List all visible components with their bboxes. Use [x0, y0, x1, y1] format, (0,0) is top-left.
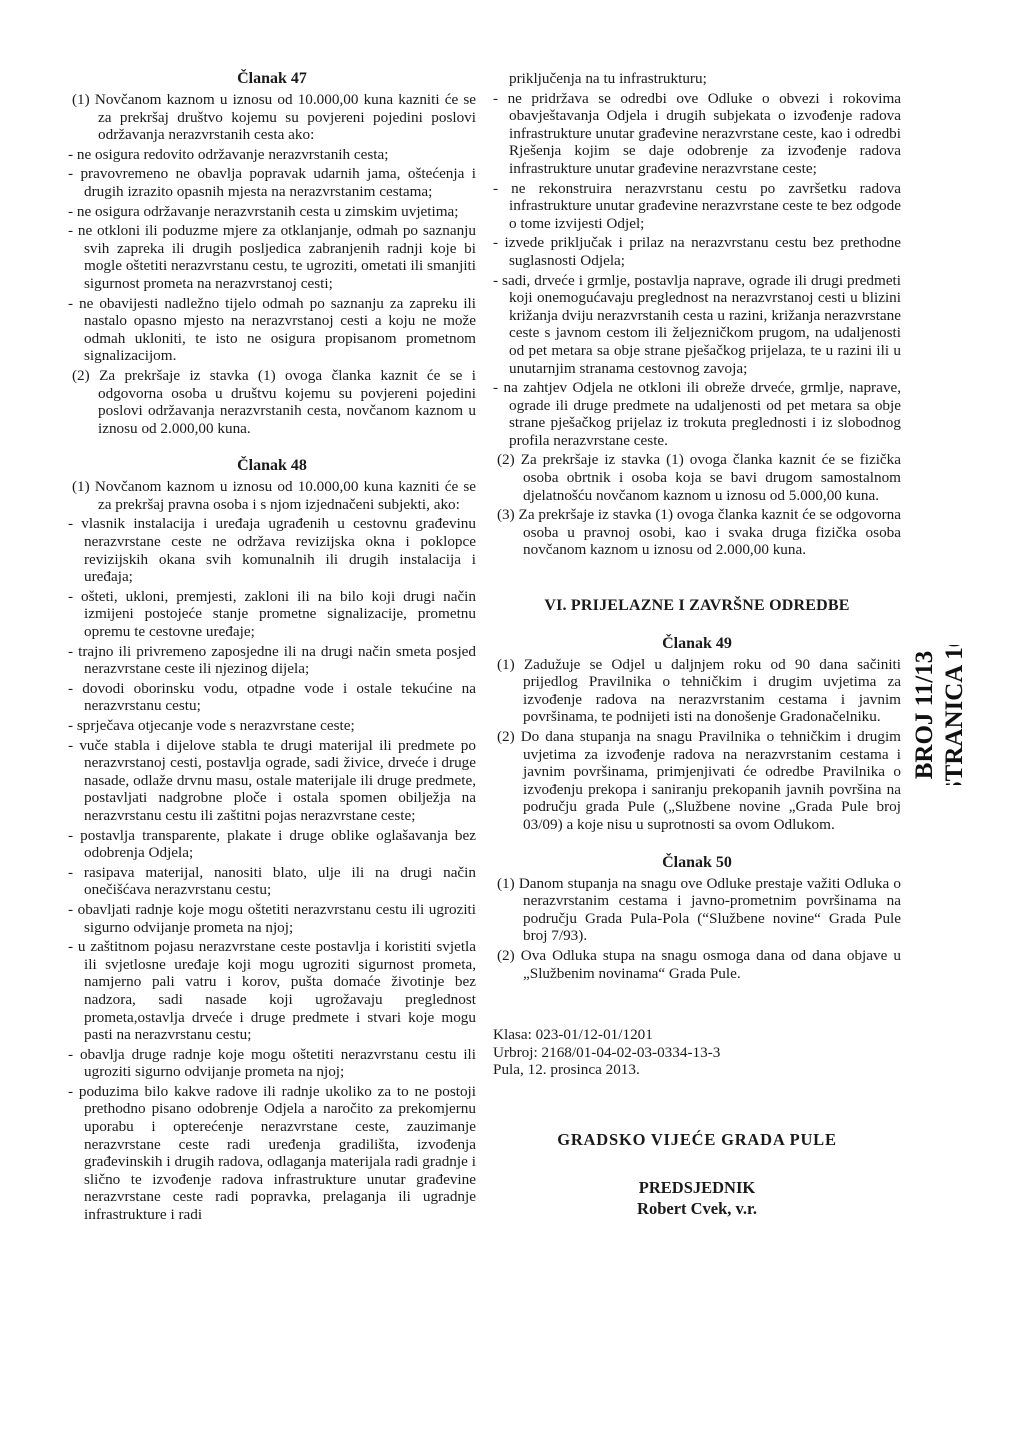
article-48-item: - postavlja transparente, plakate i druge oblike oglašavanja bez odobrenja Odjela; [68, 826, 476, 862]
article-48-paragraph-3: (3) Za prekršaje iz stavka (1) ovoga članka kaznit će se odgovorna osoba u pravnoj osobi, kao i svaka druga fizička osoba novčanom kaznom u iznosu od 2.000,00 kuna. [497, 506, 901, 559]
article-49-paragraph-2: (2) Do dana stupanja na snagu Pravilnika o tehničkim i drugim uvjetima za izvođenje radova na nerazvrstanim cestama i javnim površinama, primjenjivati će odredbe Pravilnika o izvođenju prekopa i saniranju prekopanih javnih površina na području grada Pule („Službene novine „Grada Pule broj 03/09) a koje nisu u suprotnosti sa ovom Odlukom. [497, 728, 901, 833]
article-48-title: Članak 48 [237, 457, 307, 475]
article-47-item: - ne obavijesti nadležno tijelo odmah po saznanju za zapreku ili nastalo opasno mjesto na nerazvrstanoj cesti a koju ne može odmah ukloniti, te isto ne osigura propisanom prometnom signalizacijom. [68, 294, 476, 365]
article-47-paragraph-2: (2) Za prekršaje iz stavka (1) ovoga članka kaznit će se i odgovorna osoba u društvu kojemu su povjereni pojedini poslovi održavanja nerazvrstanih cesta, novčanom kaznom u iznosu od 2.000,00 kuna. [72, 366, 476, 437]
klasa-line: Klasa: 023-01/12-01/1201 [493, 1026, 653, 1044]
president-title: PREDSJEDNIK [638, 1177, 756, 1197]
article-47-item: - pravovremeno ne obavlja popravak udarnih jama, oštećenja i drugih izrazito opasnih mjesta na nerazvrstanim cestama; [68, 165, 476, 200]
date-place-line: Pula, 12. prosinca 2013. [493, 1061, 640, 1079]
article-48-item: - dovodi oborinsku vodu, otpadne vode i ostale tekućine na nerazvrstanu cestu; [68, 679, 476, 715]
article-48-item: - vuče stabla i dijelove stabla te drugi materijal ili predmete po nerazvrstanoj cesti, postavlja ograde, sadi živice, drveće i druge nasade, odlaže drvnu masu, ostale materijale ili druge predmete, postavljati nadgrobne ploče i ostala spomen obilježja na nerazvrstanu cestu ili zaštitni pojas nerazvrstane ceste; [68, 736, 476, 824]
left-column [68, 70, 476, 1226]
article-48-item: - obavlja druge radnje koje mogu oštetiti nerazvrstanu cestu ili ugroziti sigurno odvijanje prometa na njoj; [68, 1045, 476, 1081]
article-48-item: - trajno ili privremeno zaposjedne ili na drugi način smeta posjed nerazvrstane ceste ili njezinog dijela; [68, 642, 476, 678]
article-48-item: - poduzima bilo kakve radove ili radnje ukoliko za to ne postoji prethodno pisano odobrenje Odjela a naročito za prekomjernu uporabu i opterećenje nerazvrstane ceste, zauzimanje nerazvrstane ceste radi uređenja gradilišta, izvođenja građevinskih i drugih radova, odlaganja materijala radi gradnje i slično te izvođenje radova infrastrukture unutar građevine nerazvrstane ceste radi popravka, prelaganja ili ugradnje infrastrukture i radi [68, 1082, 476, 1224]
article-48-item: - sadi, drveće i grmlje, postavlja naprave, ograde ili drugi predmeti koji onemogućavaju preglednost na nerazvrstanoj cesti u blizini križanja dviju nerazvrstanih cesta u razini, križanja nerazvrstane ceste s javnom cestom ili željezničkom prugom, na udaljenosti od pet metara sa obje strane pješačkog prijelaza, te u razini ili u unutarnjim stranama cestovnog zavoja; [493, 271, 901, 377]
article-48-item: - sprječava otjecanje vode s nerazvrstane ceste; [68, 717, 355, 734]
page-number: STRANICA 16 [941, 645, 968, 785]
article-48-item: - rasipava materijal, nanositi blato, ulje ili na drugi način onečišćava nerazvrstanu cestu; [68, 863, 476, 899]
article-48-item: - u zaštitnom pojasu nerazvrstane ceste postavlja i koristiti svjetla ili svjetlosne uređaje koji mogu ugroziti sigurnost prometa, namjerno pali vatru i korov, pušta domaće životinje bez nadzora, sadi nasade koji ugrožavaju preglednost prometa,ostavlja drveće i druge predmete i stvari koje mogu pasti na nerazvrstanu cestu; [68, 938, 476, 1044]
president-name: Robert Cvek, v.r. [637, 1199, 757, 1219]
article-50-title: Članak 50 [662, 853, 732, 871]
right-column [493, 70, 901, 1218]
article-47-item: - ne osigura redovito održavanje nerazvrstanih cesta; [68, 145, 389, 163]
article-49-paragraph-1: (1) Zadužuje se Odjel u daljnjem roku od 90 dana sačiniti prijedlog Pravilnika o tehničkim i drugim uvjetima za izvođenje radova na nerazvrstanim cestama i javnim površinama, te podnijeti isti na donošenje Gradonačelniku. [497, 655, 901, 726]
issue-page-label-svg [904, 645, 1024, 785]
article-48-item-continuation: priključenja na tu infrastrukturu; [509, 70, 707, 87]
section-title: VI. PRIJELAZNE I ZAVRŠNE ODREDBE [544, 597, 850, 615]
document-reference [493, 1026, 901, 1079]
article-48-paragraph-2: (2) Za prekršaje iz stavka (1) ovoga članka kaznit će se fizička osoba obrtnik i osoba koja se bavi drugom samostalnom djelatnošću novčanom kaznom u iznosu od 5.000,00 kuna. [497, 451, 901, 504]
article-48-item: - ne pridržava se odredbi ove Odluke o obvezi i rokovima obavještavanja Odjela i drugih subjekata o izvođenje radova infrastrukture unutar građevine nerazvrstane ceste, kao i odredbi Rješenja kojim se daje odobrenje za izvođenje radova infrastrukture unutar građevine nerazvrstane ceste; [493, 89, 901, 177]
article-47-paragraph-1: (1) Novčanom kaznom u iznosu od 10.000,00 kuna kazniti će se za prekršaj društvo kojemu su povjereni pojedini poslovi održavanja nerazvrstanih cesta ako: [72, 91, 476, 144]
article-47-item: - ne osigura održavanje nerazvrstanih cesta u zimskim uvjetima; [68, 202, 459, 220]
issue-page-label [904, 645, 1024, 785]
article-50-paragraph-1: (1) Danom stupanja na snagu ove Odluke prestaje važiti Odluka o nerazvrstanim cestama i javno-prometnim površinama na području Grada Pula-Pola (“Službene novine“ Grada Pule broj 7/93). [497, 874, 901, 945]
article-48-item: - ne rekonstruira nerazvrstanu cestu po završetku radova infrastrukture unutar građevine nerazvrstane ceste te bez odgode o tome izvijesti Odjel; [493, 179, 901, 232]
article-48-item: - obavljati radnje koje mogu oštetiti nerazvrstanu cestu ili ugroziti sigurno odvijanje prometa na njoj; [68, 900, 476, 936]
article-48-item: - ošteti, ukloni, premjesti, zakloni ili na bilo koji drugi način izmijeni postojeće stanje prometne signalizacije, prometnu opremu te cestovne uređaje; [68, 587, 476, 641]
issue-number: BROJ 11/13 [911, 650, 938, 780]
article-50-paragraph-2: (2) Ova Odluka stupa na snagu osmoga dana od dana objave u „Službenim novinama“ Grada Pule. [497, 946, 901, 982]
council-name: GRADSKO VIJEĆE GRADA PULE [557, 1129, 837, 1149]
article-48-item: - vlasnik instalacija i uređaja ugrađenih u cestovnu građevinu nerazvrstane ceste ne održava revizijska okna i poklopce revizijskih okana svih komunalnih ili drugih instalacija i uređaja; [68, 515, 476, 586]
article-48-item: - na zahtjev Odjela ne otkloni ili obreže drveće, grmlje, naprave, ograde ili druge predmete na udaljenosti od pet metara sa obje strane pješačkog prijelaz iz trokuta preglednosti i iz slobodnog profila nerazvrstane ceste. [493, 379, 901, 449]
urbroj-line: Urbroj: 2168/01-04-02-03-0334-13-3 [493, 1043, 721, 1061]
article-47-item: - ne otkloni ili poduzme mjere za otklanjanje, odmah po saznanju svih zapreka ili drugih posljedica zabranjenih radnji koje bi mogle oštetiti nerazvrstanu cestu, te ugroziti, ometati ili smanjiti sigurnost prometa na nerazvrstanoj cesti; [68, 222, 476, 292]
article-48-item: - izvede priključak i prilaz na nerazvrstanu cestu bez prethodne suglasnosti Odjela; [493, 234, 901, 269]
article-47-title: Članak 47 [237, 70, 307, 87]
article-49-title: Članak 49 [662, 634, 732, 652]
article-48-paragraph-1: (1) Novčanom kaznom u iznosu od 10.000,00 kuna kazniti će se za prekršaj pravna osoba i s njom izjednačeni subjekti, ako: [72, 478, 476, 513]
